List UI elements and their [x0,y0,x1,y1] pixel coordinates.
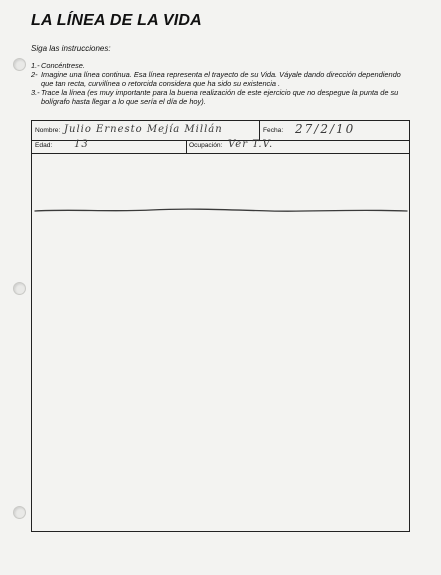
instruction-text: Concéntrese. [41,61,85,70]
form-row-name-date [32,121,409,141]
instructions-list [31,61,411,106]
instruction-text: Imagine una línea continua. Esa línea representa el trayecto de su Vida. Váyale dando dirección dependiendo que tan recta, curvilínea o retorcida considera que ha sido su existencia . [41,70,401,88]
divider [259,121,260,140]
edad-handwritten[interactable]: 13 [74,139,89,150]
drawn-life-line[interactable] [31,200,410,220]
instruction-item [31,70,411,88]
life-line-stroke [35,209,407,211]
instruction-item [31,88,411,106]
life-line-form [31,120,410,532]
edad-label: Edad: [35,142,53,149]
instruction-number: 2- [31,70,38,79]
fecha-handwritten[interactable]: 27/2/10 [295,122,356,136]
intro-text: Siga las instrucciones: [31,44,111,53]
ocupacion-label: Ocupación: [189,142,223,149]
divider [186,140,187,153]
instruction-item [31,61,411,70]
ocupacion-handwritten[interactable]: Ver T.V. [228,139,274,150]
fecha-label: Fecha: [263,127,284,134]
nombre-handwritten[interactable]: Julio Ernesto Mejía Millán [64,124,223,135]
form-row-age-occupation [32,140,409,154]
page-title: LA LÍNEA DE LA VIDA [31,12,202,29]
nombre-label: Nombre: [35,127,61,134]
instruction-number: 3.- [31,88,40,97]
punch-hole-middle [13,282,26,295]
instruction-number: 1.- [31,61,40,70]
instruction-text: Trace la línea (es muy importante para la buena realización de este ejercicio que no despegue la punta de su bolígrafo hasta llegar a lo que sería el día de hoy). [41,88,399,106]
punch-hole-top [13,58,26,71]
punch-hole-bottom [13,506,26,519]
